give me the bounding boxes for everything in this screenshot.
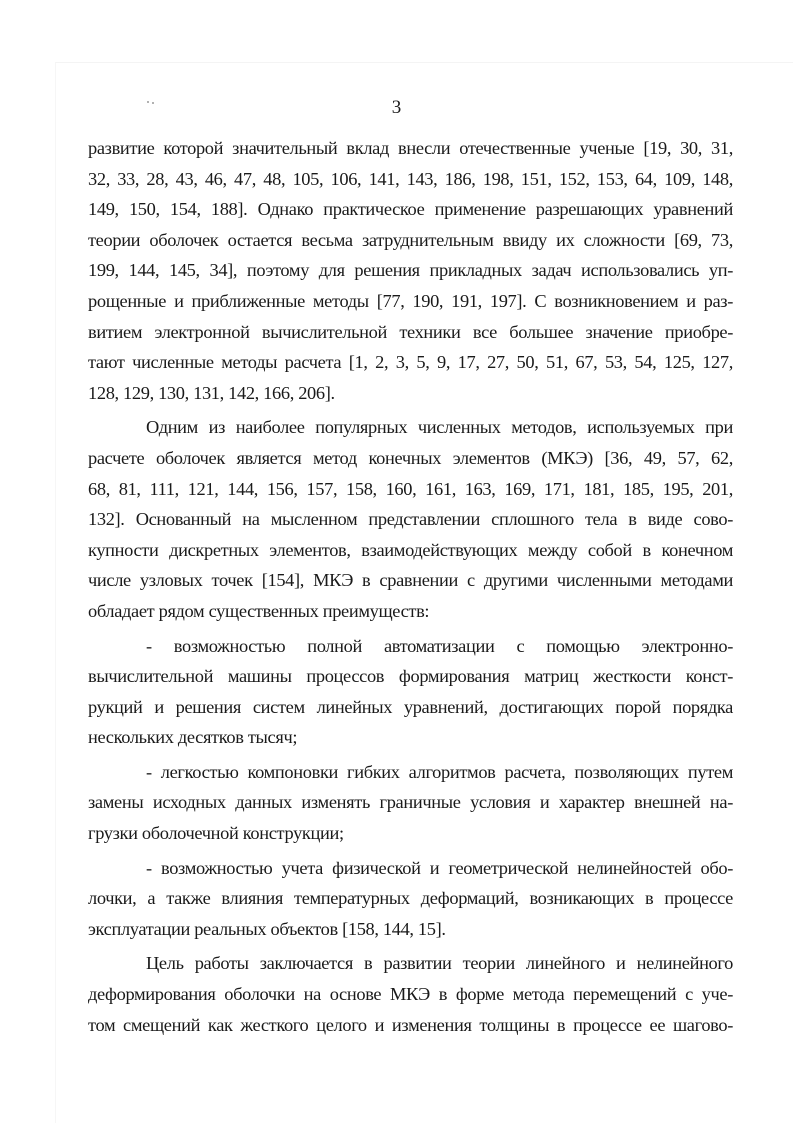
- text-line: 32, 33, 28, 43, 46, 47, 48, 105, 106, 141, 143, 186, 198, 151, 152, 153, 64, 109, 148,: [88, 168, 733, 189]
- text-line: том смещений как жесткого целого и изменения толщины в процессе ее шагово-: [88, 1014, 733, 1035]
- text-line: рощенные и приближенные методы [77, 190, 191, 197]. С возникновением и раз-: [88, 290, 733, 311]
- paragraph-goal: [88, 948, 733, 1040]
- list-item-automation: [88, 631, 733, 753]
- page-body: [88, 133, 733, 1040]
- text-line: числе узловых точек [154], МКЭ в сравнении с другими численными методами: [88, 570, 733, 591]
- text-line: 128, 129, 130, 131, 142, 166, 206].: [88, 382, 335, 403]
- list-item-nonlinearity: [88, 853, 733, 945]
- text-line: 132]. Основанный на мысленном представлении сплошного тела в виде сово-: [88, 509, 733, 530]
- text-line: купности дискретных элементов, взаимодействующих между собой в конечном: [88, 539, 733, 560]
- text-line: 149, 150, 154, 188]. Однако практическое применение разрешающих уравнений: [88, 199, 733, 220]
- text-line: 68, 81, 111, 121, 144, 156, 157, 158, 160, 161, 163, 169, 171, 181, 185, 195, 201,: [88, 478, 733, 499]
- text-line: развитие которой значительный вклад внесли отечественные ученые [19, 30, 31,: [88, 138, 733, 158]
- text-line: эксплуатации реальных объектов [158, 144, 15].: [88, 918, 446, 939]
- text-line: лочки, а также влияния температурных деформаций, возникающих в процессе: [88, 888, 733, 909]
- text-line: Цель работы заключается в развитии теории линейного и нелинейного: [146, 953, 733, 974]
- text-line: теории оболочек остается весьма затруднительным ввиду их сложности [69, 73,: [88, 229, 733, 250]
- text-line: вычислительной машины процессов формирования матриц жесткости конст-: [88, 666, 733, 687]
- text-line: 199, 144, 145, 34], поэтому для решения прикладных задач использовались уп-: [88, 260, 733, 281]
- paragraph-1: [88, 133, 733, 408]
- text-line: расчете оболочек является метод конечных элементов (МКЭ) [36, 49, 57, 62,: [88, 447, 733, 468]
- paragraph-2: [88, 412, 733, 626]
- list-item-flexibility: [88, 757, 733, 849]
- text-line: деформирования оболочки на основе МКЭ в форме метода перемещений с уче-: [88, 984, 733, 1005]
- text-line: замены исходных данных изменять граничные условия и характер внешней на-: [88, 792, 733, 813]
- text-line: Одним из наиболее популярных численных методов, используемых при: [146, 417, 733, 438]
- text-line: - легкостью компоновки гибких алгоритмов расчета, позволяющих путем: [146, 761, 733, 782]
- text-line: тают численные методы расчета [1, 2, 3, 5, 9, 17, 27, 50, 51, 67, 53, 54, 125, 127,: [88, 352, 733, 373]
- page-number: 3: [391, 97, 402, 118]
- text-line: витием электронной вычислительной техники все большее значение приобре-: [88, 321, 733, 342]
- text-line: - возможностью учета физической и геометрической нелинейностей обо-: [146, 857, 733, 878]
- text-line: рукций и решения систем линейных уравнений, достигающих порой порядка: [88, 696, 733, 717]
- text-line: обладает рядом существенных преимуществ:: [88, 600, 430, 621]
- text-line: - возможностью полной автоматизации с помощью электронно-: [146, 635, 733, 656]
- text-line: грузки оболочечной конструкции;: [88, 823, 344, 844]
- text-line: нескольких десятков тысяч;: [88, 727, 298, 748]
